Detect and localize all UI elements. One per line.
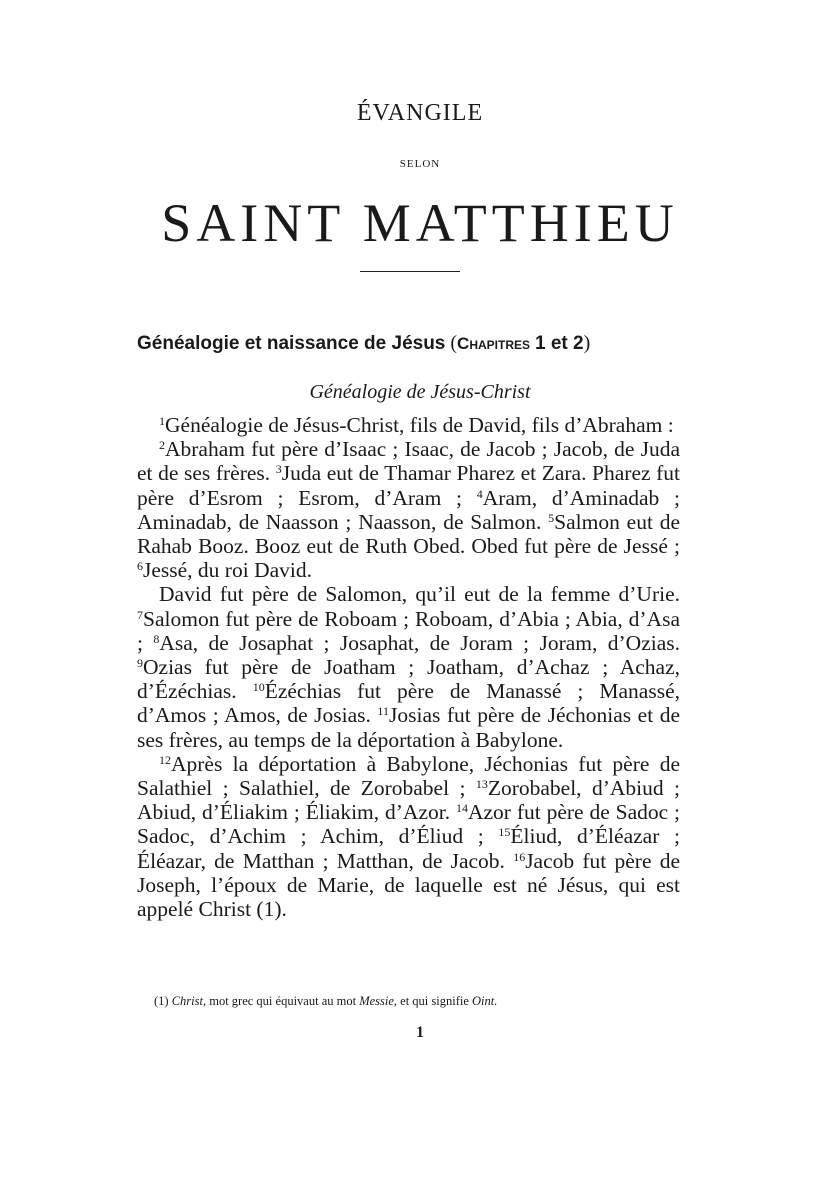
verse-number: 8: [153, 631, 160, 646]
verse: Jacob fut père de Joseph, l’époux de Marie, de laquelle est né Jésus, qui est appelé Christ: [137, 848, 681, 922]
verse: Abraham fut père d’Isaac ; Isaac, de Jacob ; Jacob, de Juda et de ses frères.: [137, 437, 680, 486]
section-paren-close: ): [583, 332, 591, 354]
subsection-title: Généalogie de Jésus-Christ: [309, 381, 531, 403]
section-chapitres: Chapitres: [457, 334, 530, 353]
verse-number: 3: [275, 462, 282, 477]
verse-number: 2: [159, 438, 165, 453]
verse: Jessé, du roi David.: [143, 558, 312, 583]
verse: David fut père de Salomon, qu’il eut de la femme d’Urie.: [159, 582, 680, 607]
page-title: SAINT MATTHIEU: [161, 193, 679, 253]
verse: Salmon eut de Rahab Booz. Booz eut de Ruth Obed. Obed fut père de Jessé ;: [137, 509, 681, 559]
footnote-term-oint: Oint.: [472, 994, 498, 1008]
heading-selon: SELON: [399, 158, 441, 170]
verse-text: [137, 413, 680, 921]
verse: Aram, d’Aminadab ; Aminadab, de Naasson ; Naasson, de Salmon.: [137, 485, 680, 534]
verse-number: 13: [475, 777, 488, 792]
verse-number: 5: [548, 510, 555, 525]
footnote-reference: (1).: [256, 897, 287, 922]
footnote-text-2: et qui signifie: [400, 994, 469, 1008]
verse: Ézéchias fut père de Manassé ; Manassé, d’Amos ; Amos, de Josias.: [137, 679, 681, 728]
verse-number: 16: [513, 849, 526, 864]
verse-number: 9: [137, 656, 143, 671]
verse: Après la déportation à Babylone, Jéchonias fut père de Salathiel ; Salathiel, de Zorobabel ;: [137, 751, 680, 801]
paragraph-2: [137, 437, 680, 582]
paragraph-3: [137, 582, 680, 751]
paragraph-1: [137, 413, 680, 437]
footnote-term: Christ,: [171, 994, 207, 1008]
paragraph-4: [137, 752, 680, 921]
heading-evangile: ÉVANGILE: [356, 100, 484, 126]
verse: Zorobabel, d’Abiud ; Abiud, d’Éliakim ; Éliakim, d’Azor.: [137, 776, 680, 825]
verse-number: 4: [476, 486, 483, 501]
section-chapter-numbers: 1 et 2: [535, 333, 584, 354]
verse: Juda eut de Thamar Pharez et Zara. Pharez fut père d’Esrom ; Esrom, d’Aram ;: [137, 461, 681, 510]
verse-number: 14: [455, 801, 468, 816]
footnote: [154, 994, 714, 1009]
verse-number: 1: [159, 414, 165, 428]
footnote-marker: (1): [154, 994, 169, 1008]
verse: Josias fut père de Jéchonias et de ses frères, au temps de la déportation à Babylone.: [137, 703, 681, 752]
verse-number: 12: [159, 752, 171, 767]
section-title: [137, 332, 697, 355]
verse: Salomon fut père de Roboam ; Roboam, d’Abia ; Abia, d’Asa ;: [137, 606, 680, 655]
section-paren-open: (: [450, 332, 458, 354]
verse-number: 15: [498, 825, 511, 840]
verse: Ozias fut père de Joatham ; Joatham, d’Achaz ; Achaz, d’Ézéchias.: [137, 655, 680, 704]
verse-number: 7: [137, 607, 143, 622]
verse-number: 11: [377, 704, 389, 719]
verse: Asa, de Josaphat ; Josaphat, de Joram ; Joram, d’Ozias.: [159, 630, 680, 655]
footnote-term-messie: Messie,: [359, 994, 398, 1008]
title-divider: [360, 271, 460, 272]
footnote-text: mot grec qui équivaut au mot: [209, 994, 357, 1008]
verse-number: 10: [252, 680, 265, 695]
verse-number: 6: [137, 559, 143, 574]
verse: Éliud, d’Éléazar ; Éléazar, de Matthan ; Matthan, de Jacob.: [137, 824, 680, 873]
section-title-text: Généalogie et naissance de Jésus: [137, 333, 446, 354]
verse: Généalogie de Jésus-Christ, fils de David, fils d’Abraham :: [165, 413, 674, 437]
page-number: 1: [416, 1024, 424, 1041]
verse: Azor fut père de Sadoc ; Sadoc, d’Achim ; Achim, d’Éliud ;: [137, 800, 680, 849]
